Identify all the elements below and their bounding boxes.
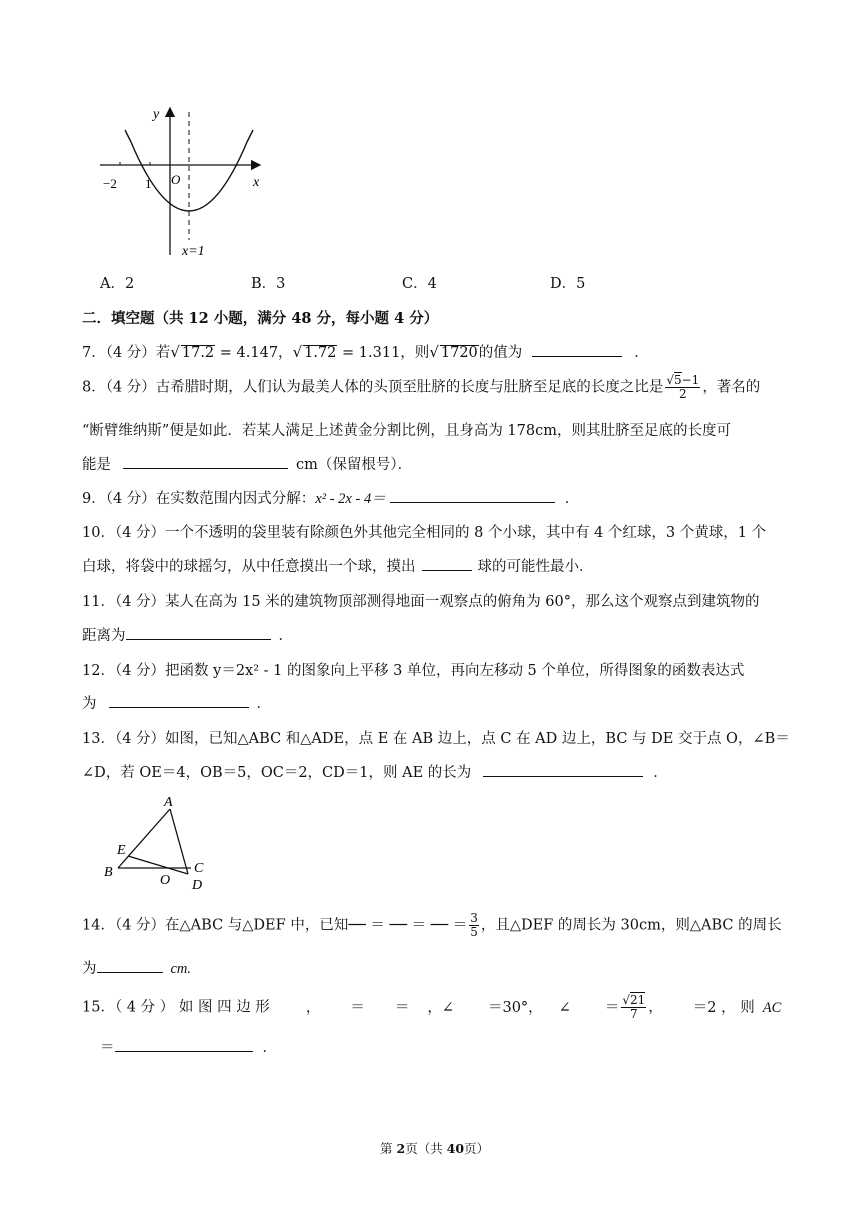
question-13-line1: 13．（4 分）如图，已知△ABC 和△ADE，点 E 在 AB 边上，点 C 在 AD 边上，BC 与 DE 交于点 O，∠B＝ xyxy=(82,731,790,747)
vertex-e: E xyxy=(117,843,126,858)
q6-option-b: B．3 xyxy=(251,276,286,292)
ratio-fraction: $\frac{3}{5}$ xyxy=(470,911,478,939)
question-12-line1: 12．（4 分）把函数 y＝2x² - 1 的图象向上平移 3 单位，再向左移动 5 个单位，所得图象的函数表达式 xyxy=(82,663,745,679)
vertex-c: C xyxy=(194,861,204,876)
vertex-o: O xyxy=(160,873,171,888)
question-10-line1: 10．（4 分）一个不透明的袋里装有除颜色外其他完全相同的 8 个小球，其中有 4 个红球，3 个黄球，1 个 xyxy=(82,525,767,541)
golden-ratio-fraction: $\frac{√5-1}{2}$ xyxy=(666,373,700,401)
vertex-b: B xyxy=(104,865,113,880)
page-footer: 第 2页（共 40页） xyxy=(380,1141,490,1156)
q6-option-d: D．5 xyxy=(550,276,586,292)
question-9: 9．（4 分）在实数范围内因式分解：x² - 2x - 4＝ ． xyxy=(82,487,579,508)
neg2-label: −2 xyxy=(103,176,117,191)
question-14-line2: 为 cm. xyxy=(82,957,191,978)
question-7: 7．（4 分）若√ 17.2 = 4.147，√ 1.72 = 1.311，则√ 1720的值为 ． xyxy=(82,343,649,361)
answer-blank[interactable] xyxy=(532,342,622,357)
x-label: x xyxy=(253,175,260,190)
origin-label: O xyxy=(171,172,181,187)
one-label: 1 xyxy=(145,176,152,191)
answer-blank[interactable] xyxy=(97,958,163,973)
question-10-line2: 白球，将袋中的球摇匀，从中任意摸出一个球，摸出 球的可能性最小． xyxy=(82,555,594,576)
q6-option-c: C．4 xyxy=(402,276,437,292)
parabola-graph xyxy=(95,100,270,265)
question-11-line1: 11．（4 分）某人在高为 15 米的建筑物顶部测得地面一观察点的俯角为 60°，那么这个观察点到建筑物的 xyxy=(82,594,760,610)
answer-blank[interactable] xyxy=(115,1037,253,1052)
question-12-line2: 为 ． xyxy=(82,692,271,713)
answer-blank[interactable] xyxy=(126,625,271,640)
question-8-line3: 能是 cm（保留根号）． xyxy=(82,453,412,474)
answer-blank[interactable] xyxy=(390,488,555,503)
vertex-d: D xyxy=(192,878,203,892)
question-11-line2: 距离为 ． xyxy=(82,624,293,645)
y-label: y xyxy=(153,107,160,122)
question-8-line1: 8．（4 分）古希腊时期，人们认为最美人体的头顶至肚脐的长度与肚脐至足底的长度之比是 $\frac{√5-1}{2}$ ，著名的 xyxy=(82,373,761,401)
question-15-line2: ＝ ． xyxy=(100,1036,277,1057)
answer-blank[interactable] xyxy=(422,556,472,571)
section-heading: 二．填空题（共 12 小题，满分 48 分，每小题 4 分） xyxy=(82,310,439,327)
sin-fraction: $\frac{√21}{7}$ xyxy=(622,993,646,1021)
answer-blank[interactable] xyxy=(483,762,643,777)
vertex-a: A xyxy=(164,795,173,810)
q6-option-a: A．2 xyxy=(100,276,135,292)
axis-eq-label: x=1 xyxy=(182,244,205,259)
question-13-line2: ∠D，若 OE＝4，OB＝5，OC＝2，CD＝1，则 AE 的长为 ． xyxy=(82,761,668,782)
question-15-line1: 15．（ 4 分 ） 如 图 四 边 形 ， ＝ ＝ ，∠ ＝30°， ∠ ＝ $\frac{√21}{7}$ ， ＝2 ， 则 AC xyxy=(82,993,782,1021)
question-14-line1: 14．（4 分）在△ABC 与△DEF 中，已知── ＝ ── ＝ ── ＝ $\frac{3}{5}$ ，且△DEF 的周长为 30cm，则△ABC 的周长 xyxy=(82,911,782,939)
question-8-line2: “断臂维纳斯”便是如此．若某人满足上述黄金分割比例，且身高为 178cm，则其肚脐至足底的长度可 xyxy=(82,423,731,439)
answer-blank[interactable] xyxy=(109,693,249,708)
answer-blank[interactable] xyxy=(123,454,288,469)
triangle-figure xyxy=(100,792,215,892)
